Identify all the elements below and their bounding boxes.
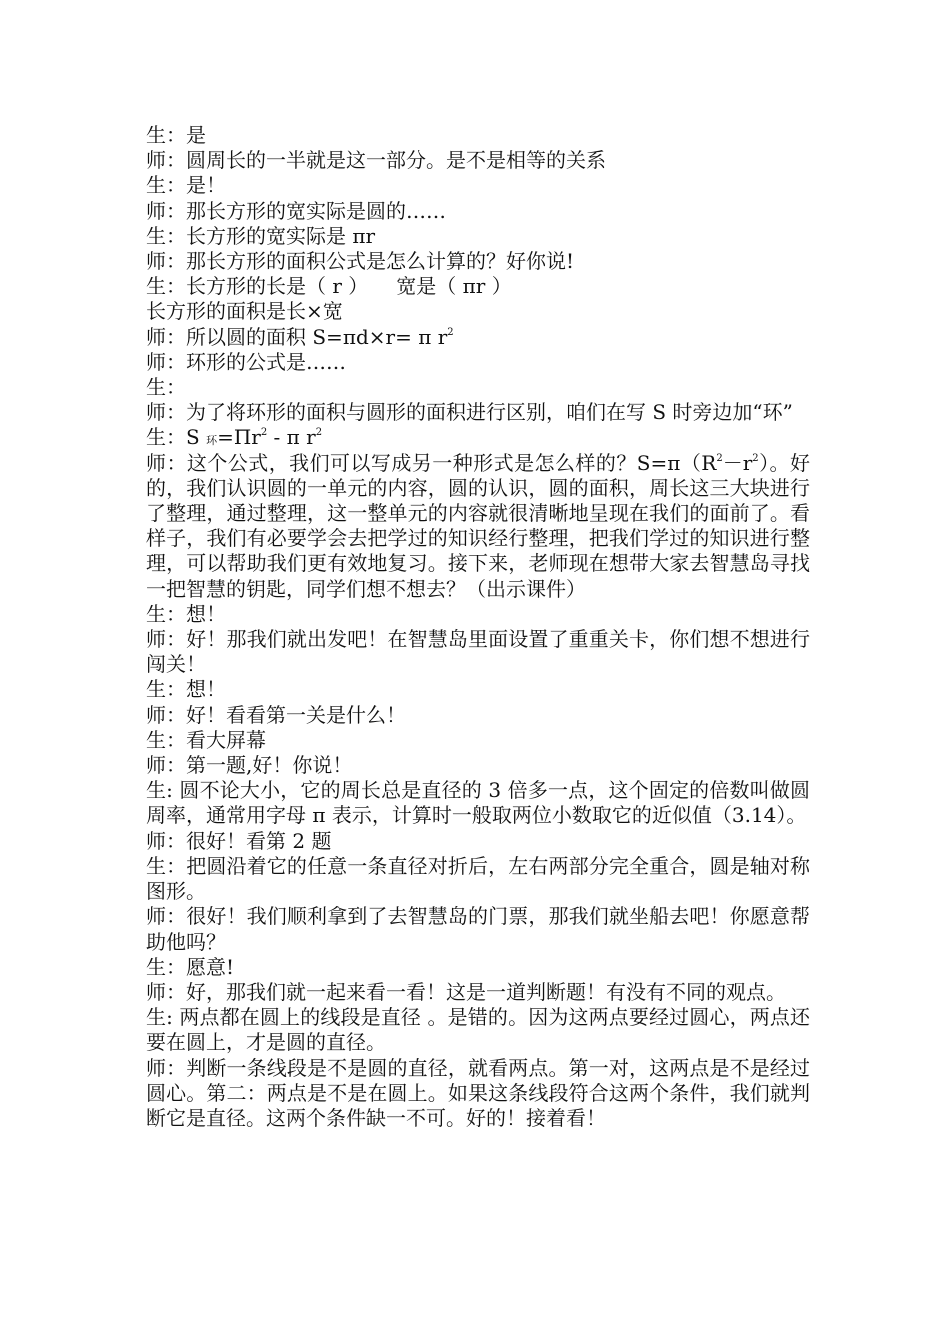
ring-alt-paragraph: [146, 451, 810, 602]
circle-area-text: 师：所以圆的面积 S=πd×r= π r: [146, 324, 448, 349]
student-blank-line: 生：: [146, 375, 186, 400]
dialogue-line: 生：看大屏幕: [146, 727, 266, 752]
document-body: [146, 123, 810, 1131]
dialogue-line: 生: 圆不论大小，它的周长总是直径的 3 倍多一点，这个固定的倍数叫做圆周率，通常用字母 π 表示，计算时一般取两位小数取它的近似值（3.14）。: [146, 778, 810, 828]
ring-note-line: 师：为了将环形的面积与圆形的面积进行区别，咱们在写 S 时旁边加“环”: [146, 400, 793, 425]
dialogue-line: 师：第一题,好！你说！: [146, 753, 353, 778]
ring-subscript: 环: [206, 434, 218, 448]
dialogue-line: 师：好！那我们就出发吧！在智慧岛里面设置了重重关卡，你们想不想进行闯关！: [146, 627, 810, 677]
rectangle-area-line: 长方形的面积是长×宽: [146, 299, 343, 324]
dialogue-line: 师：很好！看第 2 题: [146, 828, 332, 853]
ring-formula-prefix: 生：S: [146, 425, 207, 450]
dialogue-line: 生：把圆沿着它的任意一条直径对折后，左右两部分完全重合，圆是轴对称图形。: [146, 853, 810, 904]
dialogue-line: 师：圆周长的一半就是这一部分。是不是相等的关系: [146, 148, 606, 173]
dialogue-line: 师：那长方形的宽实际是圆的……: [146, 198, 446, 223]
rectangle-dimensions-line: [146, 274, 810, 299]
dialogue-line: 师：好，那我们就一起来看一看！这是一道判断题！有没有不同的观点。: [146, 979, 786, 1004]
ring-alt-mid: －r: [722, 450, 753, 475]
exponent: 2: [260, 427, 268, 439]
ring-formula-inner: - π r: [267, 425, 316, 450]
dialogue-line: 师：好！看看第一关是什么！: [146, 702, 406, 727]
ring-alt-lead: 师：这个公式，我们可以写成另一种形式是怎么样的？S=π（R: [146, 450, 717, 475]
exponent: 2: [315, 427, 323, 439]
circle-area-line: [146, 325, 810, 350]
dialogue-line: 生: 两点都在圆上的线段是直径 。是错的。因为这两点要经过圆心，两点还要在圆上，才是圆的直径。: [146, 1005, 810, 1055]
exponent: 2: [752, 452, 759, 464]
dialogue-line: 生：长方形的宽实际是 πr: [146, 223, 376, 248]
exponent: 2: [447, 326, 454, 338]
dialogue-line: 生：是！: [146, 173, 226, 198]
exponent: 2: [716, 452, 723, 464]
dialogue-line: 师：很好！我们顺利拿到了去智慧岛的门票，那我们就坐船去吧！你愿意帮助他吗？: [146, 904, 810, 954]
ring-alt-rest: ）。好的，我们认识圆的一单元的内容，圆的认识，圆的面积，周长这三大块进行了整理，通过整理，这一整单元的内容就很清晰地呈现在我们的面前了。看样子，我们有必要学会去把学过的知识经行整理，把我们学过的知识进行整理，可以帮助我们更有效地复习。接下来，老师现在想带大家去智慧岛寻找一把智慧的钥匙，同学们想不想去？（出示课件）: [146, 450, 811, 601]
rectangle-length: 生：长方形的长是（ r ）: [146, 274, 369, 299]
dialogue-line: 生：愿意!: [146, 954, 235, 979]
ring-formula-outer: =Πr: [217, 425, 261, 450]
ring-formula-line: [146, 425, 810, 450]
dialogue-line: 生：是: [146, 123, 206, 147]
dialogue-line: 师：判断一条线段是不是圆的直径，就看两点。第一对，这两点是不是经过圆心。第二：两点是不是在圆上。如果这条线段符合这两个条件，我们就判断它是直径。这两个条件缺一不可。好的！接着看！: [146, 1055, 810, 1130]
ring-intro-line: 师：环形的公式是……: [146, 349, 346, 374]
dialogue-line: 生：想！: [146, 677, 226, 702]
dialogue-line: 师：那长方形的面积公式是怎么计算的？好你说!: [146, 249, 575, 274]
dialogue-line: 生：想！: [146, 601, 226, 626]
rectangle-width: 宽是（ πr ）: [396, 274, 512, 299]
